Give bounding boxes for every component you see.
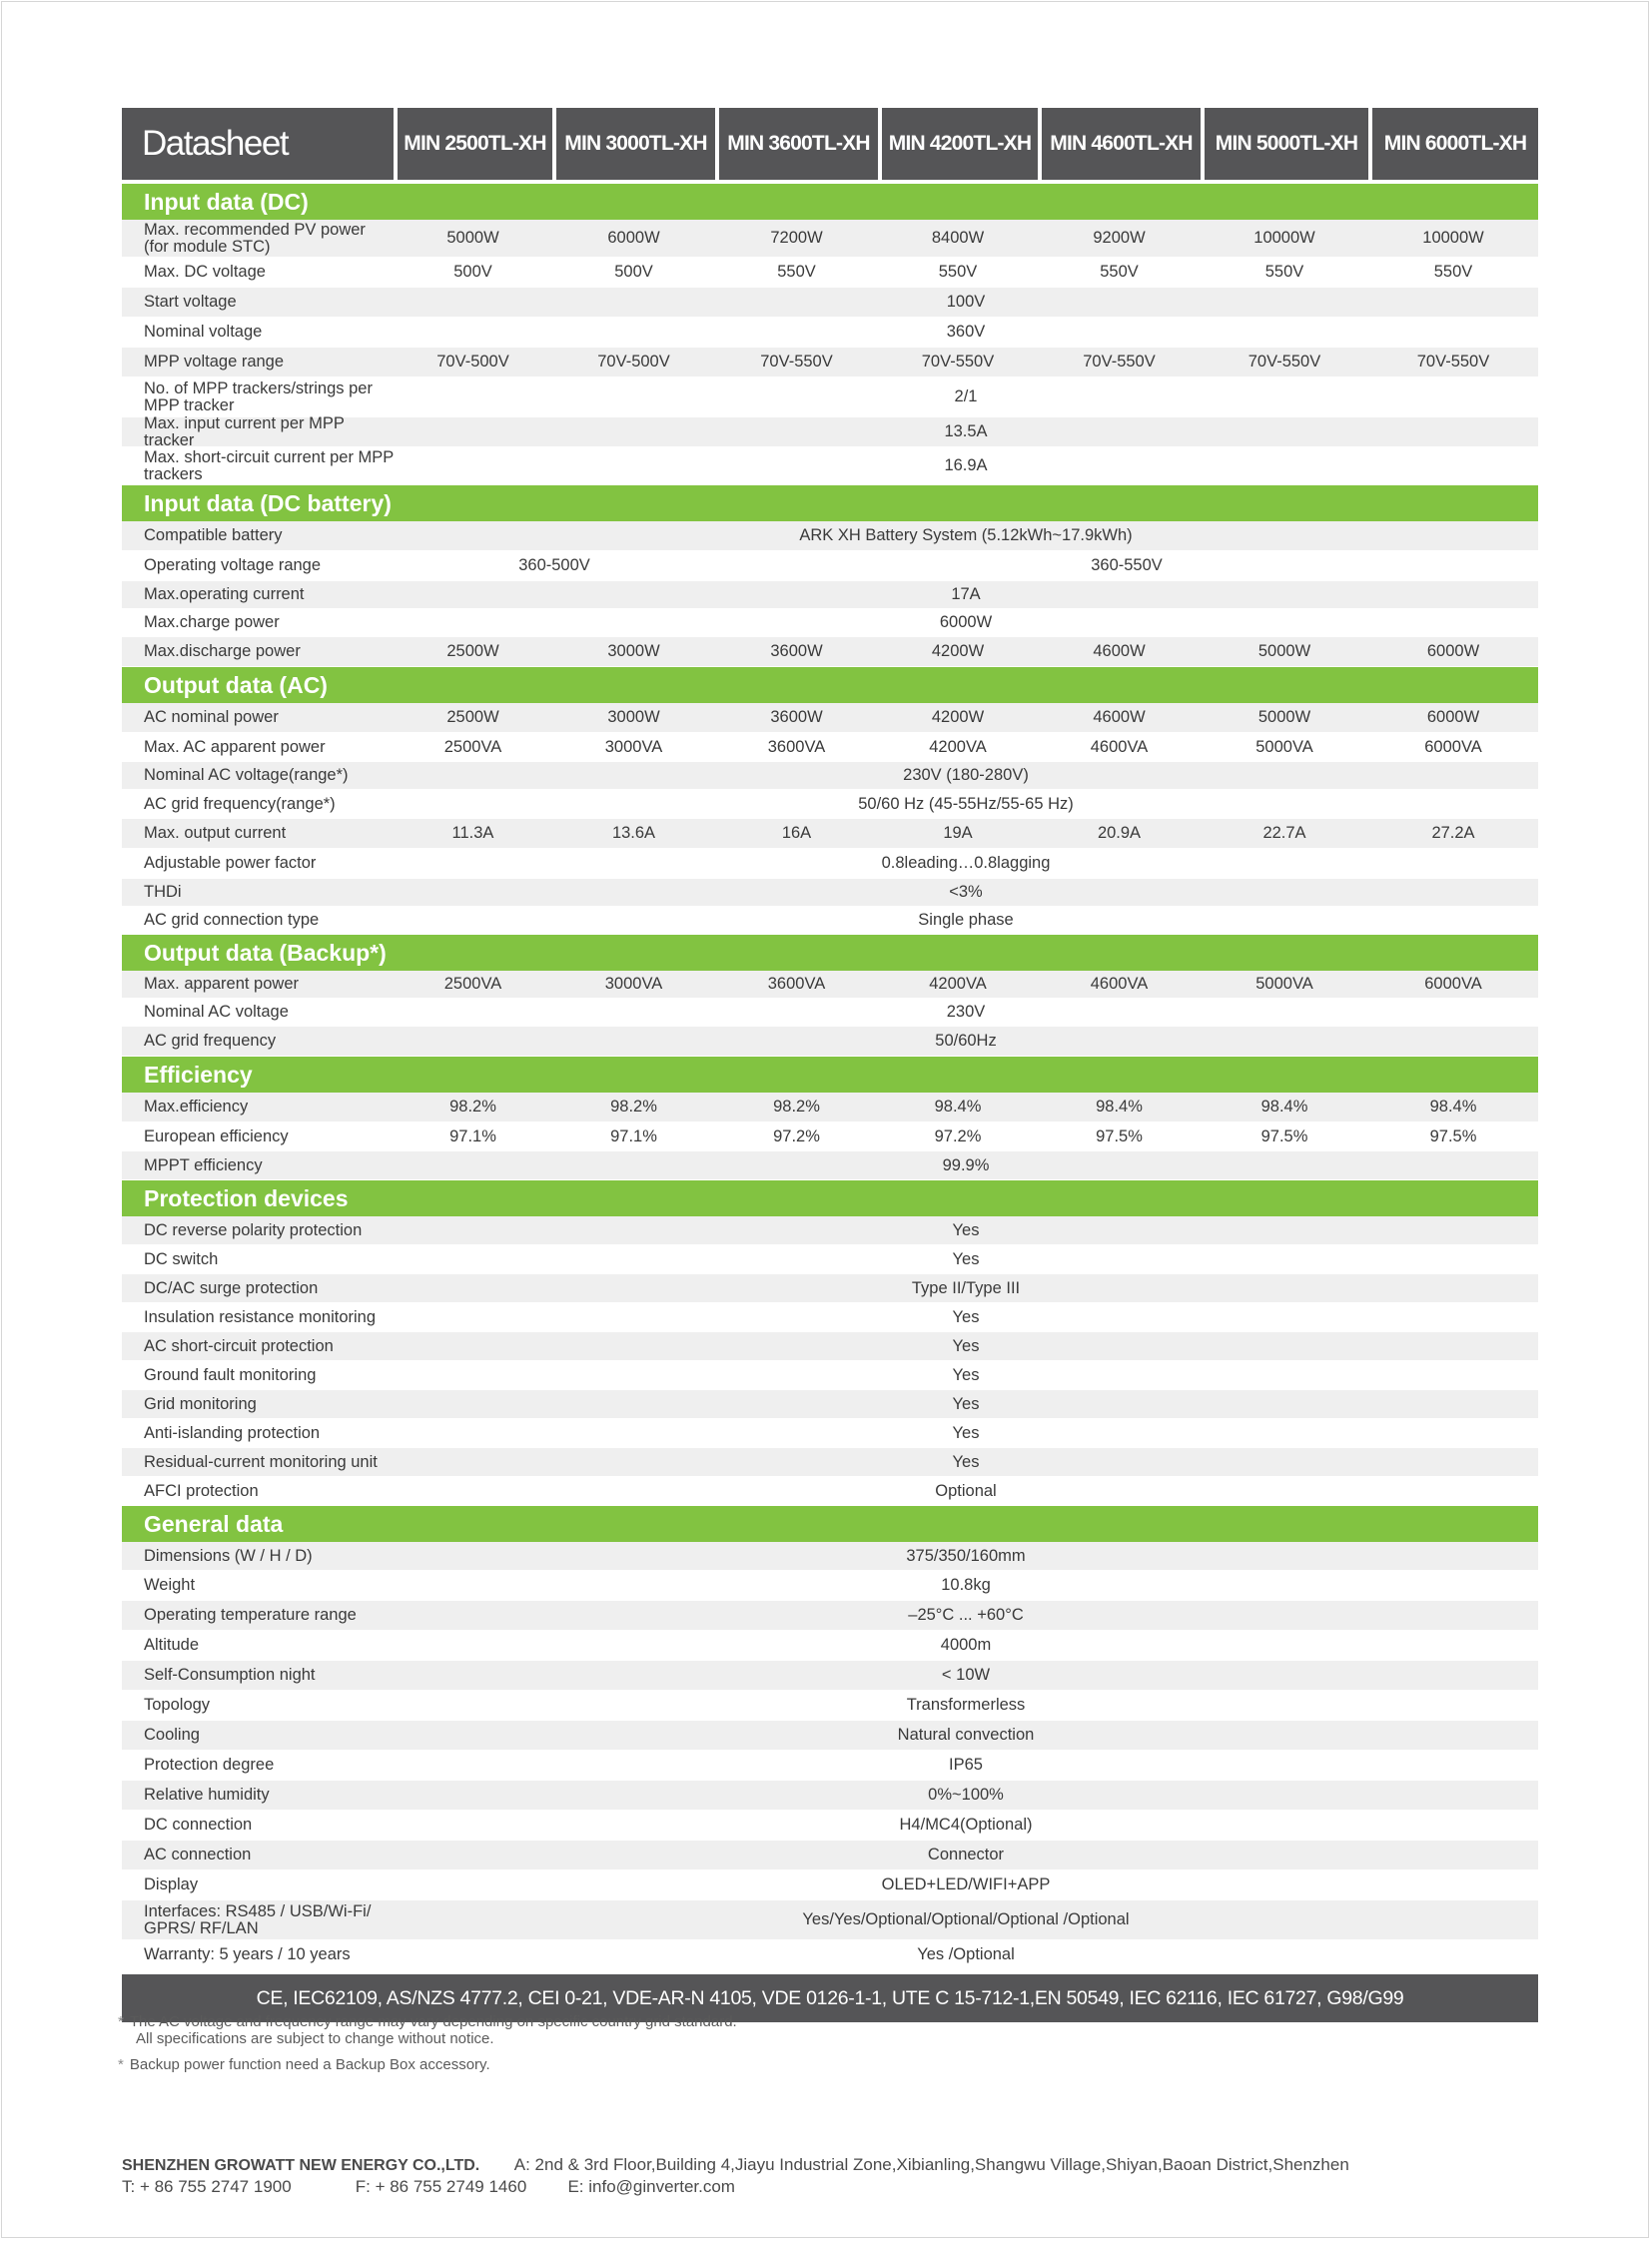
spec-value: 6000W bbox=[607, 229, 660, 247]
spec-row bbox=[122, 551, 1538, 581]
spec-row bbox=[122, 1448, 1538, 1477]
spec-label: MPPT efficiency bbox=[144, 1155, 263, 1174]
spec-value: 97.5% bbox=[1096, 1126, 1143, 1145]
spec-row bbox=[122, 258, 1538, 288]
spec-row bbox=[122, 849, 1538, 879]
spec-value: 0%~100% bbox=[928, 1786, 1004, 1804]
spec-value: 3600W bbox=[770, 642, 823, 660]
company-phone: T: + 86 755 2747 1900 bbox=[122, 2177, 292, 2196]
spec-value: 97.5% bbox=[1260, 1126, 1308, 1145]
spec-value: 97.5% bbox=[1429, 1126, 1477, 1145]
spec-value: 16.9A bbox=[944, 456, 988, 474]
spec-label: Compatible battery bbox=[144, 526, 283, 544]
spec-value: 97.2% bbox=[773, 1126, 820, 1145]
spec-label: Anti-islanding protection bbox=[144, 1423, 321, 1442]
spec-label: European efficiency bbox=[144, 1126, 289, 1145]
spec-value: Yes bbox=[952, 1220, 980, 1239]
spec-value: Yes /Optional bbox=[917, 1945, 1015, 1963]
section-title: General data bbox=[122, 1506, 1538, 1542]
spec-value: 550V bbox=[777, 263, 816, 281]
spec-row bbox=[122, 879, 1538, 907]
spec-row bbox=[122, 521, 1538, 551]
table-header bbox=[122, 108, 1538, 180]
spec-value: 500V bbox=[453, 263, 492, 281]
spec-value: Yes bbox=[952, 1336, 980, 1355]
model-header: MIN 4600TL-XH bbox=[1042, 108, 1201, 180]
spec-row bbox=[122, 1940, 1538, 1970]
spec-row bbox=[122, 288, 1538, 318]
spec-value: 6000VA bbox=[1424, 737, 1482, 756]
spec-value: 3000VA bbox=[604, 975, 663, 993]
spec-value: OLED+LED/WIFI+APP bbox=[881, 1875, 1051, 1893]
spec-value: 4600W bbox=[1093, 708, 1146, 726]
spec-row bbox=[122, 1631, 1538, 1661]
spec-value: 2500VA bbox=[443, 737, 502, 756]
spec-value: 99.9% bbox=[942, 1155, 990, 1174]
spec-value: 97.1% bbox=[610, 1126, 657, 1145]
spec-row bbox=[122, 220, 1538, 258]
spec-sections bbox=[122, 184, 1538, 1970]
spec-value: 7200W bbox=[770, 229, 823, 247]
spec-row bbox=[122, 1361, 1538, 1390]
spec-row bbox=[122, 1303, 1538, 1332]
spec-value: 70V-550V bbox=[1247, 353, 1321, 371]
spec-value: 20.9A bbox=[1097, 824, 1142, 842]
company-address: A: 2nd & 3rd Floor,Building 4,Jiayu Industrial Zone,Xibianling,Shangwu Village,Shiyan,Baoan District,Shenzhen bbox=[513, 2155, 1349, 2174]
section-title: Output data (Backup*) bbox=[122, 935, 1538, 971]
spec-value: 5000VA bbox=[1255, 975, 1313, 993]
spec-value: Yes bbox=[952, 1452, 980, 1471]
spec-value: 550V bbox=[1264, 263, 1304, 281]
model-header: MIN 6000TL-XH bbox=[1372, 108, 1538, 180]
spec-value: Single phase bbox=[918, 911, 1014, 929]
spec-value: Transformerless bbox=[906, 1696, 1026, 1714]
spec-row bbox=[122, 1542, 1538, 1571]
spec-value: 10000W bbox=[1422, 229, 1484, 247]
spec-value: 550V bbox=[1100, 263, 1139, 281]
spec-value: 70V-550V bbox=[1083, 353, 1156, 371]
spec-value: 97.2% bbox=[934, 1126, 982, 1145]
spec-value: 70V-550V bbox=[921, 353, 995, 371]
spec-value: 70V-550V bbox=[760, 353, 833, 371]
model-header: MIN 3600TL-XH bbox=[719, 108, 878, 180]
spec-label: No. of MPP trackers/strings per MPP tracker bbox=[144, 378, 373, 414]
spec-label: Interfaces: RS485 / USB/Wi-Fi/ GPRS/ RF/LAN bbox=[144, 1901, 372, 1937]
spec-value: 8400W bbox=[931, 229, 985, 247]
spec-label: Insulation resistance monitoring bbox=[144, 1307, 377, 1326]
spec-label: Grid monitoring bbox=[144, 1394, 257, 1413]
spec-value: 360-500V bbox=[518, 556, 590, 574]
spec-label: Start voltage bbox=[144, 293, 237, 311]
spec-label: Max. short-circuit current per MPP trackers bbox=[144, 447, 395, 483]
footnote-1: * The AC voltage and frequency range may vary depending on specific country grid standard. All specifications are subject to change without notice. bbox=[118, 2013, 737, 2047]
spec-label: Operating voltage range bbox=[144, 556, 322, 574]
spec-value: 4200W bbox=[931, 708, 985, 726]
model-header: MIN 4200TL-XH bbox=[882, 108, 1038, 180]
spec-value: 6000W bbox=[1426, 642, 1480, 660]
spec-label: Self-Consumption night bbox=[144, 1666, 316, 1684]
spec-row bbox=[122, 348, 1538, 377]
spec-label: AC nominal power bbox=[144, 708, 279, 726]
spec-value: 98.4% bbox=[1429, 1098, 1477, 1116]
spec-label: DC switch bbox=[144, 1249, 219, 1268]
spec-row bbox=[122, 1811, 1538, 1841]
spec-value: 98.2% bbox=[773, 1098, 820, 1116]
spec-label: Max. AC apparent power bbox=[144, 737, 326, 756]
spec-row bbox=[122, 1571, 1538, 1601]
spec-row bbox=[122, 1661, 1538, 1691]
spec-row bbox=[122, 1691, 1538, 1721]
spec-value: 5000W bbox=[446, 229, 499, 247]
spec-label: DC connection bbox=[144, 1816, 253, 1834]
spec-value: 10000W bbox=[1253, 229, 1315, 247]
spec-value: 230V bbox=[946, 1003, 986, 1021]
datasheet-table bbox=[122, 108, 1538, 2022]
spec-label: Ground fault monitoring bbox=[144, 1365, 317, 1384]
spec-row bbox=[122, 377, 1538, 417]
spec-value: Yes bbox=[952, 1423, 980, 1442]
spec-label: AFCI protection bbox=[144, 1481, 259, 1500]
spec-value: 2500W bbox=[446, 708, 499, 726]
spec-row bbox=[122, 581, 1538, 609]
spec-value: 0.8leading…0.8lagging bbox=[881, 854, 1051, 872]
spec-value: 70V-500V bbox=[597, 353, 670, 371]
asterisk-icon: * bbox=[118, 2056, 124, 2073]
spec-value: 98.4% bbox=[934, 1098, 982, 1116]
spec-value: Connector bbox=[927, 1846, 1005, 1864]
spec-value: 5000W bbox=[1257, 708, 1311, 726]
certifications-bar: CE, IEC62109, AS/NZS 4777.2, CEI 0-21, VDE-AR-N 4105, VDE 0126-1-1, UTE C 15-712-1,EN 50549, IEC 62116, IEC 61727, G98/G99 bbox=[122, 1974, 1538, 2022]
spec-label: MPP voltage range bbox=[144, 353, 285, 371]
spec-row bbox=[122, 733, 1538, 762]
spec-value: 3600W bbox=[770, 708, 823, 726]
spec-label: Max. output current bbox=[144, 824, 287, 842]
spec-value: Type II/Type III bbox=[911, 1278, 1021, 1297]
spec-row bbox=[122, 447, 1538, 485]
model-header: MIN 5000TL-XH bbox=[1205, 108, 1368, 180]
company-footer bbox=[122, 2155, 1349, 2199]
spec-label: Relative humidity bbox=[144, 1786, 270, 1804]
spec-label: AC short-circuit protection bbox=[144, 1336, 334, 1355]
spec-value: 4600VA bbox=[1090, 975, 1149, 993]
spec-label: Dimensions (W / H / D) bbox=[144, 1546, 313, 1565]
spec-value: 16A bbox=[781, 824, 812, 842]
spec-row bbox=[122, 1027, 1538, 1057]
spec-row bbox=[122, 1419, 1538, 1448]
spec-value: 10.8kg bbox=[941, 1576, 991, 1594]
spec-row bbox=[122, 1245, 1538, 1274]
spec-value: 22.7A bbox=[1262, 824, 1306, 842]
spec-value: ARK XH Battery System (5.12kWh~17.9kWh) bbox=[799, 526, 1133, 544]
spec-label: Max. DC voltage bbox=[144, 263, 266, 281]
spec-value: 11.3A bbox=[451, 824, 494, 842]
company-fax: F: + 86 755 2749 1460 bbox=[355, 2177, 527, 2196]
spec-label: AC grid connection type bbox=[144, 911, 320, 929]
spec-value: 4600W bbox=[1093, 642, 1146, 660]
spec-label: Max.discharge power bbox=[144, 642, 301, 660]
spec-label: Topology bbox=[144, 1696, 211, 1714]
spec-value: 98.2% bbox=[610, 1098, 657, 1116]
spec-label: THDi bbox=[144, 883, 182, 901]
spec-label: Max. input current per MPP tracker bbox=[144, 413, 345, 449]
spec-label: Nominal voltage bbox=[144, 323, 263, 341]
spec-value: 375/350/160mm bbox=[906, 1546, 1026, 1565]
spec-value: 3000W bbox=[607, 708, 660, 726]
spec-value: 3600VA bbox=[767, 975, 826, 993]
spec-value: Yes bbox=[952, 1249, 980, 1268]
spec-value: 6000W bbox=[1426, 708, 1480, 726]
spec-value: 50/60 Hz (45-55Hz/55-65 Hz) bbox=[858, 794, 1074, 813]
spec-row bbox=[122, 1390, 1538, 1419]
spec-row bbox=[122, 1216, 1538, 1245]
spec-label: Display bbox=[144, 1875, 199, 1893]
spec-row bbox=[122, 1151, 1538, 1180]
spec-value: 4200VA bbox=[929, 737, 987, 756]
model-header: MIN 2500TL-XH bbox=[398, 108, 552, 180]
spec-value: 5000VA bbox=[1255, 737, 1313, 756]
spec-row bbox=[122, 1721, 1538, 1751]
spec-label: Nominal AC voltage bbox=[144, 1003, 289, 1021]
spec-value: 27.2A bbox=[1431, 824, 1475, 842]
spec-value: Natural convection bbox=[897, 1726, 1035, 1744]
spec-label: Max.efficiency bbox=[144, 1098, 249, 1116]
spec-value: 6000W bbox=[939, 613, 993, 631]
spec-row bbox=[122, 971, 1538, 999]
spec-label: AC grid frequency(range*) bbox=[144, 794, 336, 813]
spec-value: 3000W bbox=[607, 642, 660, 660]
spec-value: 4200VA bbox=[929, 975, 987, 993]
spec-value: 70V-500V bbox=[436, 353, 509, 371]
spec-row bbox=[122, 703, 1538, 733]
spec-row bbox=[122, 1870, 1538, 1900]
spec-row bbox=[122, 1751, 1538, 1781]
spec-value: 500V bbox=[614, 263, 653, 281]
spec-value: < 10W bbox=[941, 1666, 991, 1684]
spec-label: Nominal AC voltage(range*) bbox=[144, 766, 349, 784]
spec-row bbox=[122, 1477, 1538, 1506]
section-title: Input data (DC battery) bbox=[122, 485, 1538, 521]
spec-value: 6000VA bbox=[1424, 975, 1482, 993]
spec-value: 550V bbox=[1433, 263, 1473, 281]
spec-value: Optional bbox=[935, 1481, 997, 1500]
spec-row bbox=[122, 1332, 1538, 1361]
spec-row bbox=[122, 413, 1538, 449]
section-title: Output data (AC) bbox=[122, 667, 1538, 703]
section-title: Efficiency bbox=[122, 1057, 1538, 1093]
spec-label: Max.operating current bbox=[144, 585, 305, 603]
spec-row bbox=[122, 999, 1538, 1027]
spec-label: Weight bbox=[144, 1576, 196, 1594]
asterisk-icon: * bbox=[118, 2013, 124, 2030]
datasheet-title: Datasheet bbox=[122, 108, 394, 180]
spec-label: Max.charge power bbox=[144, 613, 280, 631]
spec-value: 5000W bbox=[1257, 642, 1311, 660]
spec-value: 19A bbox=[943, 824, 973, 842]
spec-label: DC reverse polarity protection bbox=[144, 1220, 363, 1239]
spec-label: AC grid frequency bbox=[144, 1032, 277, 1050]
spec-value: 98.4% bbox=[1260, 1098, 1308, 1116]
spec-label: Max. recommended PV power (for module STC) bbox=[144, 220, 366, 256]
section-title: Protection devices bbox=[122, 1180, 1538, 1216]
spec-value: 550V bbox=[938, 263, 978, 281]
spec-label: Warranty: 5 years / 10 years bbox=[144, 1945, 351, 1963]
spec-value: 4200W bbox=[931, 642, 985, 660]
model-header: MIN 3000TL-XH bbox=[556, 108, 715, 180]
spec-row bbox=[122, 1274, 1538, 1303]
spec-value: 4000m bbox=[940, 1636, 992, 1654]
spec-row bbox=[122, 762, 1538, 790]
spec-label: Residual-current monitoring unit bbox=[144, 1452, 378, 1471]
spec-row bbox=[122, 819, 1538, 849]
spec-value: 4600VA bbox=[1090, 737, 1149, 756]
spec-value: Yes/Yes/Optional/Optional/Optional /Optional bbox=[802, 1910, 1130, 1928]
spec-label: Operating temperature range bbox=[144, 1606, 357, 1624]
spec-label: Cooling bbox=[144, 1726, 200, 1744]
spec-row bbox=[122, 1122, 1538, 1151]
spec-row bbox=[122, 637, 1538, 667]
footnote-2: * Backup power function need a Backup Box accessory. bbox=[118, 2056, 490, 2073]
spec-value: <3% bbox=[949, 883, 983, 901]
company-email: E: info@ginverter.com bbox=[567, 2177, 735, 2196]
spec-value: 17A bbox=[951, 585, 981, 603]
spec-label: Protection degree bbox=[144, 1756, 275, 1774]
spec-row bbox=[122, 609, 1538, 637]
spec-value: 13.6A bbox=[611, 824, 656, 842]
spec-label: Adjustable power factor bbox=[144, 854, 317, 872]
spec-value: H4/MC4(Optional) bbox=[899, 1816, 1033, 1834]
spec-value: 2500VA bbox=[443, 975, 502, 993]
spec-value: 3000VA bbox=[604, 737, 663, 756]
spec-label: Max. apparent power bbox=[144, 975, 300, 993]
spec-value: 50/60Hz bbox=[935, 1032, 997, 1050]
spec-value: 360-550V bbox=[1091, 556, 1163, 574]
spec-row bbox=[122, 907, 1538, 935]
spec-value: Yes bbox=[952, 1365, 980, 1384]
spec-row bbox=[122, 1841, 1538, 1870]
spec-row bbox=[122, 318, 1538, 348]
spec-value: 9200W bbox=[1093, 229, 1146, 247]
spec-value: 360V bbox=[946, 323, 986, 341]
spec-row bbox=[122, 1781, 1538, 1811]
spec-value: –25°C ... +60°C bbox=[908, 1606, 1024, 1624]
spec-value: 98.4% bbox=[1096, 1098, 1143, 1116]
spec-row bbox=[122, 1900, 1538, 1940]
spec-row bbox=[122, 790, 1538, 819]
spec-value: IP65 bbox=[949, 1756, 983, 1774]
spec-value: 70V-550V bbox=[1416, 353, 1490, 371]
spec-value: Yes bbox=[952, 1307, 980, 1326]
spec-value: 2/1 bbox=[954, 387, 978, 405]
section-title: Input data (DC) bbox=[122, 184, 1538, 220]
footnotes bbox=[118, 2013, 737, 2082]
spec-value: 100V bbox=[946, 293, 986, 311]
spec-row bbox=[122, 1093, 1538, 1122]
spec-label: DC/AC surge protection bbox=[144, 1278, 319, 1297]
spec-value: 230V (180-280V) bbox=[903, 766, 1029, 784]
spec-value: 3600VA bbox=[767, 737, 826, 756]
spec-value: 2500W bbox=[446, 642, 499, 660]
spec-row bbox=[122, 1601, 1538, 1631]
spec-value: 13.5A bbox=[944, 422, 988, 440]
company-name: SHENZHEN GROWATT NEW ENERGY CO.,LTD. bbox=[122, 2157, 480, 2174]
spec-value: Yes bbox=[952, 1394, 980, 1413]
spec-label: Altitude bbox=[144, 1636, 200, 1654]
spec-value: 98.2% bbox=[449, 1098, 496, 1116]
spec-label: AC connection bbox=[144, 1846, 252, 1864]
spec-value: 97.1% bbox=[449, 1126, 496, 1145]
